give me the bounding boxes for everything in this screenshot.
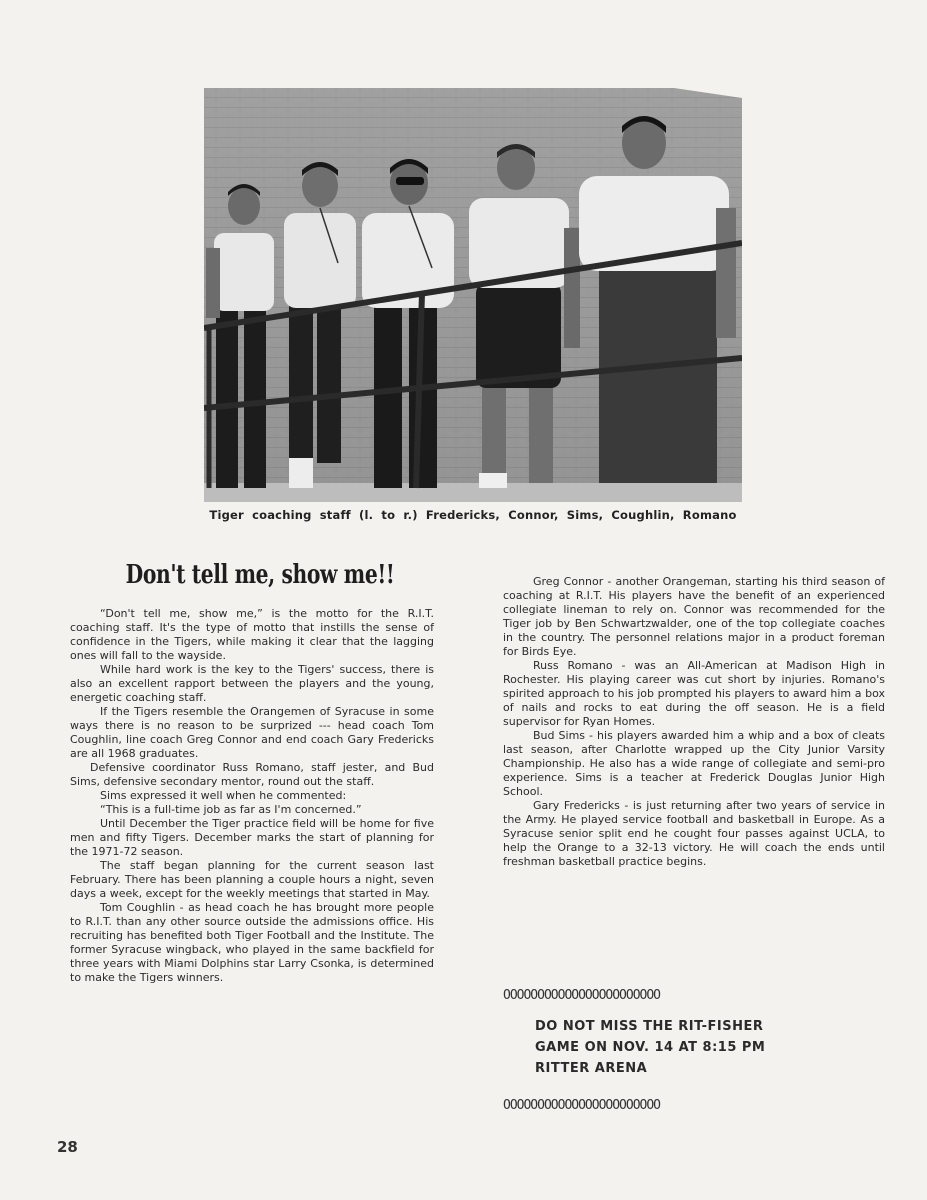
circle-border-bottom: OOOOOOOOOOOOOOOOOOOOOOO — [503, 1098, 661, 1112]
paragraph: If the Tigers resemble the Orangemen of Syracuse in some ways there is no reason to be surprized --- head coach Tom Coughlin, line coach Greg Connor and end coach Gary Fredericks are all 1968 graduates. — [70, 705, 434, 760]
paragraph: Russ Romano - was an All-American at Madison High in Rochester. His playing career was cut short by injuries. Romano's spirited approach to his job prompted his players to award him a box of nails and rocks to eat during the off season. He is a field supervisor for Ryan Homes. — [503, 659, 885, 728]
notice-line-1: DO NOT MISS THE RIT-FISHER — [535, 1019, 764, 1034]
paragraph: “This is a full-time job as far as I'm concerned.” — [100, 803, 362, 816]
article-headline: Don't tell me, show me!! — [125, 560, 395, 590]
page-number: 28 — [57, 1138, 78, 1156]
notice-line-2: GAME ON NOV. 14 AT 8:15 PM — [535, 1040, 766, 1055]
article-left-column — [70, 607, 434, 985]
paragraph: Tom Coughlin - as head coach he has brought more people to R.I.T. than any other source outside the admissions office. His recruiting has benefited both Tiger Football and the Institute. The former Syracuse wingback, who played in the same backfield for three years with Miami Dolphins star Larry Csonka, is determined to make the Tigers winners. — [70, 901, 434, 984]
paragraph: “Don't tell me, show me,” is the motto for the R.I.T. coaching staff. It's the type of motto that instills the sense of confidence in the Tigers, while making it clear that the lagging ones will fall to the wayside. — [70, 607, 434, 662]
circle-border-top: OOOOOOOOOOOOOOOOOOOOOOO — [503, 988, 661, 1002]
paragraph: Gary Fredericks - is just returning after two years of service in the Army. He played service football and basketball in Europe. As a Syracuse senior split end he cought four passes against UCLA, to help the Orange to a 32-13 victory. He will coach the ends until freshman basketball practice begins. — [503, 799, 885, 868]
photo-caption: Tiger coaching staff (l. to r.) Fredericks, Connor, Sims, Coughlin, Romano — [209, 508, 737, 522]
game-notice — [535, 1016, 865, 1079]
paragraph: Sims expressed it well when he commented: — [100, 789, 347, 802]
paragraph: Bud Sims - his players awarded him a whip and a box of cleats last season, after Charlotte wrapped up the City Junior Varsity Championship. He also has a wide range of collegiate and semi-pro experience. Sims is a teacher at Frederick Douglas Junior High School. — [503, 729, 885, 798]
coaching-staff-photo-art — [204, 88, 742, 502]
coaching-staff-photo — [204, 88, 742, 502]
paragraph: Defensive coordinator Russ Romano, staff jester, and Bud Sims, defensive secondary mentor, round out the staff. — [70, 761, 434, 788]
article-right-column — [503, 575, 885, 869]
paragraph: Greg Connor - another Orangeman, starting his third season of coaching at R.I.T. His players have the benefit of an experienced collegiate lineman to rely on. Connor was recommended for the Tiger job by Ben Schwartzwalder, one of the top collegiate coaches in the country. The personnel relations major in a product foreman for Birds Eye. — [503, 575, 885, 658]
notice-line-3: RITTER ARENA — [535, 1061, 648, 1076]
paragraph: Until December the Tiger practice field will be home for five men and fifty Tigers. December marks the start of planning for the 1971-72 season. — [70, 817, 434, 858]
paragraph: While hard work is the key to the Tigers' success, there is also an excellent rapport between the players and the young, energetic coaching staff. — [70, 663, 434, 704]
paragraph: The staff began planning for the current season last February. There has been planning a couple hours a night, seven days a week, except for the weekly meetings that started in May. — [70, 859, 434, 900]
